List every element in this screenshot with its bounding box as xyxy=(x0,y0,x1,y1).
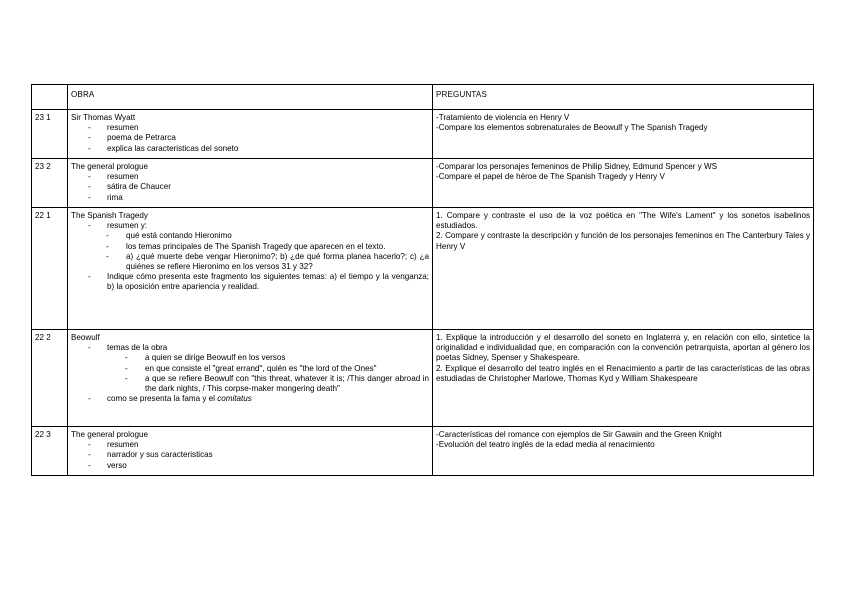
table-row xyxy=(32,159,814,208)
obra-title: The Spanish Tragedy xyxy=(71,211,148,220)
obra-item-italic: comitatus xyxy=(217,394,252,404)
preguntas-cell xyxy=(433,330,814,427)
obra-item xyxy=(71,343,429,394)
obra-subitem: - qué está contando Hieronimo xyxy=(71,231,429,241)
obra-item: - resumen xyxy=(71,440,429,450)
obra-subitem-list xyxy=(71,231,429,272)
obra-title: The general prologue xyxy=(71,430,148,439)
obra-item-list xyxy=(71,172,429,203)
row-id: 22 2 xyxy=(32,330,68,427)
obra-item: - resumen xyxy=(71,123,429,133)
obra-subitem: - a) ¿qué muerte debe vengar Hieronimo?; b) ¿de qué forma planea hacerlo?; c) ¿a quiénes se refiere Hieronimo en los versos 31 y 32? xyxy=(71,252,429,272)
preguntas-cell xyxy=(433,208,814,330)
obra-item xyxy=(71,221,429,272)
row-id: 22 1 xyxy=(32,208,68,330)
preguntas-cell xyxy=(433,159,814,208)
obra-item: - resumen xyxy=(71,172,429,182)
obra-cell xyxy=(68,427,433,476)
header-obra: OBRA xyxy=(68,85,433,110)
header-preguntas: PREGUNTAS xyxy=(433,85,814,110)
obra-subitem: - a quien se dirige Beowulf en los versos xyxy=(90,353,429,363)
question: -Comparar los personajes femeninos de Philip Sidney, Edmund Spencer y WS xyxy=(436,162,718,171)
table-row xyxy=(32,427,814,476)
table-row xyxy=(32,110,814,159)
row-id: 23 1 xyxy=(32,110,68,159)
table-row xyxy=(32,330,814,427)
obra-item-list xyxy=(71,343,429,404)
preguntas-cell xyxy=(433,427,814,476)
obra-subitem-list xyxy=(90,353,429,394)
question: -Compare los elementos sobrenaturales de Beowulf y The Spanish Tragedy xyxy=(436,123,708,133)
obra-item: - narrador y sus caracteristicas xyxy=(71,450,429,460)
obra-subitem: - los temas principales de The Spanish Tragedy que aparecen en el texto. xyxy=(71,242,429,252)
question: 2. Explique el desarrollo del teatro inglés en el Renacimiento a partir de las características de las obras estudiadas de Christopher Marlowe, Thomas Kyd y William Shakespeare xyxy=(436,363,810,383)
header-id-cell xyxy=(32,85,68,110)
obra-cell xyxy=(68,330,433,427)
table-row xyxy=(32,208,814,330)
obra-item xyxy=(71,394,429,404)
preguntas-cell xyxy=(433,110,814,159)
obra-item-list xyxy=(71,221,429,292)
question: -Tratamiento de violencia en Henry V xyxy=(436,113,570,122)
question: -Evolución del teatro inglés de la edad media al renacimiento xyxy=(436,440,655,450)
obra-item: - poema de Petrarca xyxy=(71,133,429,143)
obra-item-list xyxy=(71,440,429,471)
obra-cell xyxy=(68,110,433,159)
exam-table xyxy=(31,84,814,476)
obra-item-label: temas de la obra xyxy=(107,343,168,353)
obra-subitem: - en que consiste el "great errand", quién es "the lord of the Ones" xyxy=(90,364,429,374)
row-id: 22 3 xyxy=(32,427,68,476)
obra-title: The general prologue xyxy=(71,162,148,171)
obra-item: - rima xyxy=(71,193,429,203)
question: 1. Compare y contraste el uso de la voz poética en "The Wife's Lament" y los sonetos isabelinos estudiados. xyxy=(436,211,810,231)
obra-item: - sátira de Chaucer xyxy=(71,182,429,192)
obra-item-list xyxy=(71,123,429,154)
question: 2. Compare y contraste la descripción y función de los personajes femeninos en The Canterbury Tales y Henry V xyxy=(436,231,810,251)
obra-title: Beowulf xyxy=(71,333,100,342)
row-id: 23 2 xyxy=(32,159,68,208)
obra-cell xyxy=(68,159,433,208)
obra-item: - explica las caracteristicas del soneto xyxy=(71,144,429,154)
obra-title: Sir Thomas Wyatt xyxy=(71,113,136,122)
obra-subitem: - a que se refiere Beowulf con "this threat, whatever it is; /This danger abroad in the dark nights, / This corpse-maker mongering death" xyxy=(90,374,429,394)
obra-item: - Indique cómo presenta este fragmento los siguientes temas: a) el tiempo y la venganza; b) la oposición entre apariencia y realidad. xyxy=(71,272,429,292)
question: -Características del romance con ejemplos de Sir Gawain and the Green Knight xyxy=(436,430,722,439)
obra-item-text: como se presenta la fama y el xyxy=(107,394,218,404)
question: -Compare el papel de héroe de The Spanish Tragedy y Henry V xyxy=(436,172,665,182)
obra-item-label: resumen y: xyxy=(107,221,148,231)
obra-cell xyxy=(68,208,433,330)
question: 1. Explique la introducción y el desarrollo del soneto en Inglaterra y, en relación con ello, sintetice la originalidad e individualidad que, en comparación con la convención petrarquista, aportan al género los poetas Sidney, Spenser y Shakespeare. xyxy=(436,333,810,363)
header-row xyxy=(32,85,814,110)
obra-item: - verso xyxy=(71,461,429,471)
